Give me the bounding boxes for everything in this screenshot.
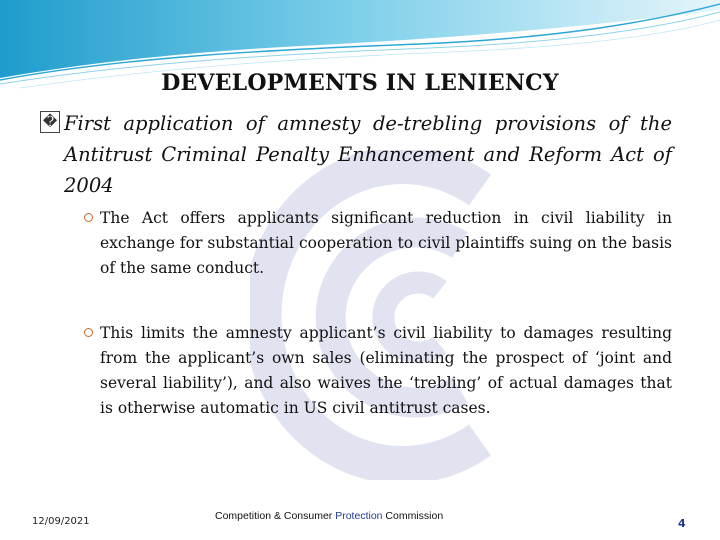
sub-point-2 [100,321,672,421]
main-point-text: First application of amnesty de-trebling provisions of the Antitrust Criminal Penalty Enhancement and Reform Act of 2004 [64,112,672,197]
missing-glyph-bullet-icon: � [40,111,60,133]
footer-org-part3: Commission [382,510,444,522]
circle-bullet-icon [84,213,93,222]
footer-organization [215,510,443,522]
sub-point-text: The Act offers applicants significant reduction in civil liability in exchange for substantial cooperation to civil plaintiffs suing on the basis of the same conduct. [100,209,672,277]
slide-title: DEVELOPMENTS IN LENIENCY [161,70,559,96]
main-bullet-point [40,108,672,201]
page-number: 4 [678,517,686,530]
footer-org-part2: Protection [335,510,383,522]
footer-date: 12/09/2021 [32,516,90,527]
footer-org-part1: Competition & Consumer [215,510,336,522]
circle-bullet-icon [84,328,93,337]
sub-point-text: This limits the amnesty applicant’s civil liability to damages resulting from the applicant’s own sales (eliminating the prospect of ‘joint and several liability’), and also waives the ‘trebling’ of actual damages that is otherwise automatic in US civil antitrust cases. [100,324,672,417]
sub-point-1 [100,206,672,281]
